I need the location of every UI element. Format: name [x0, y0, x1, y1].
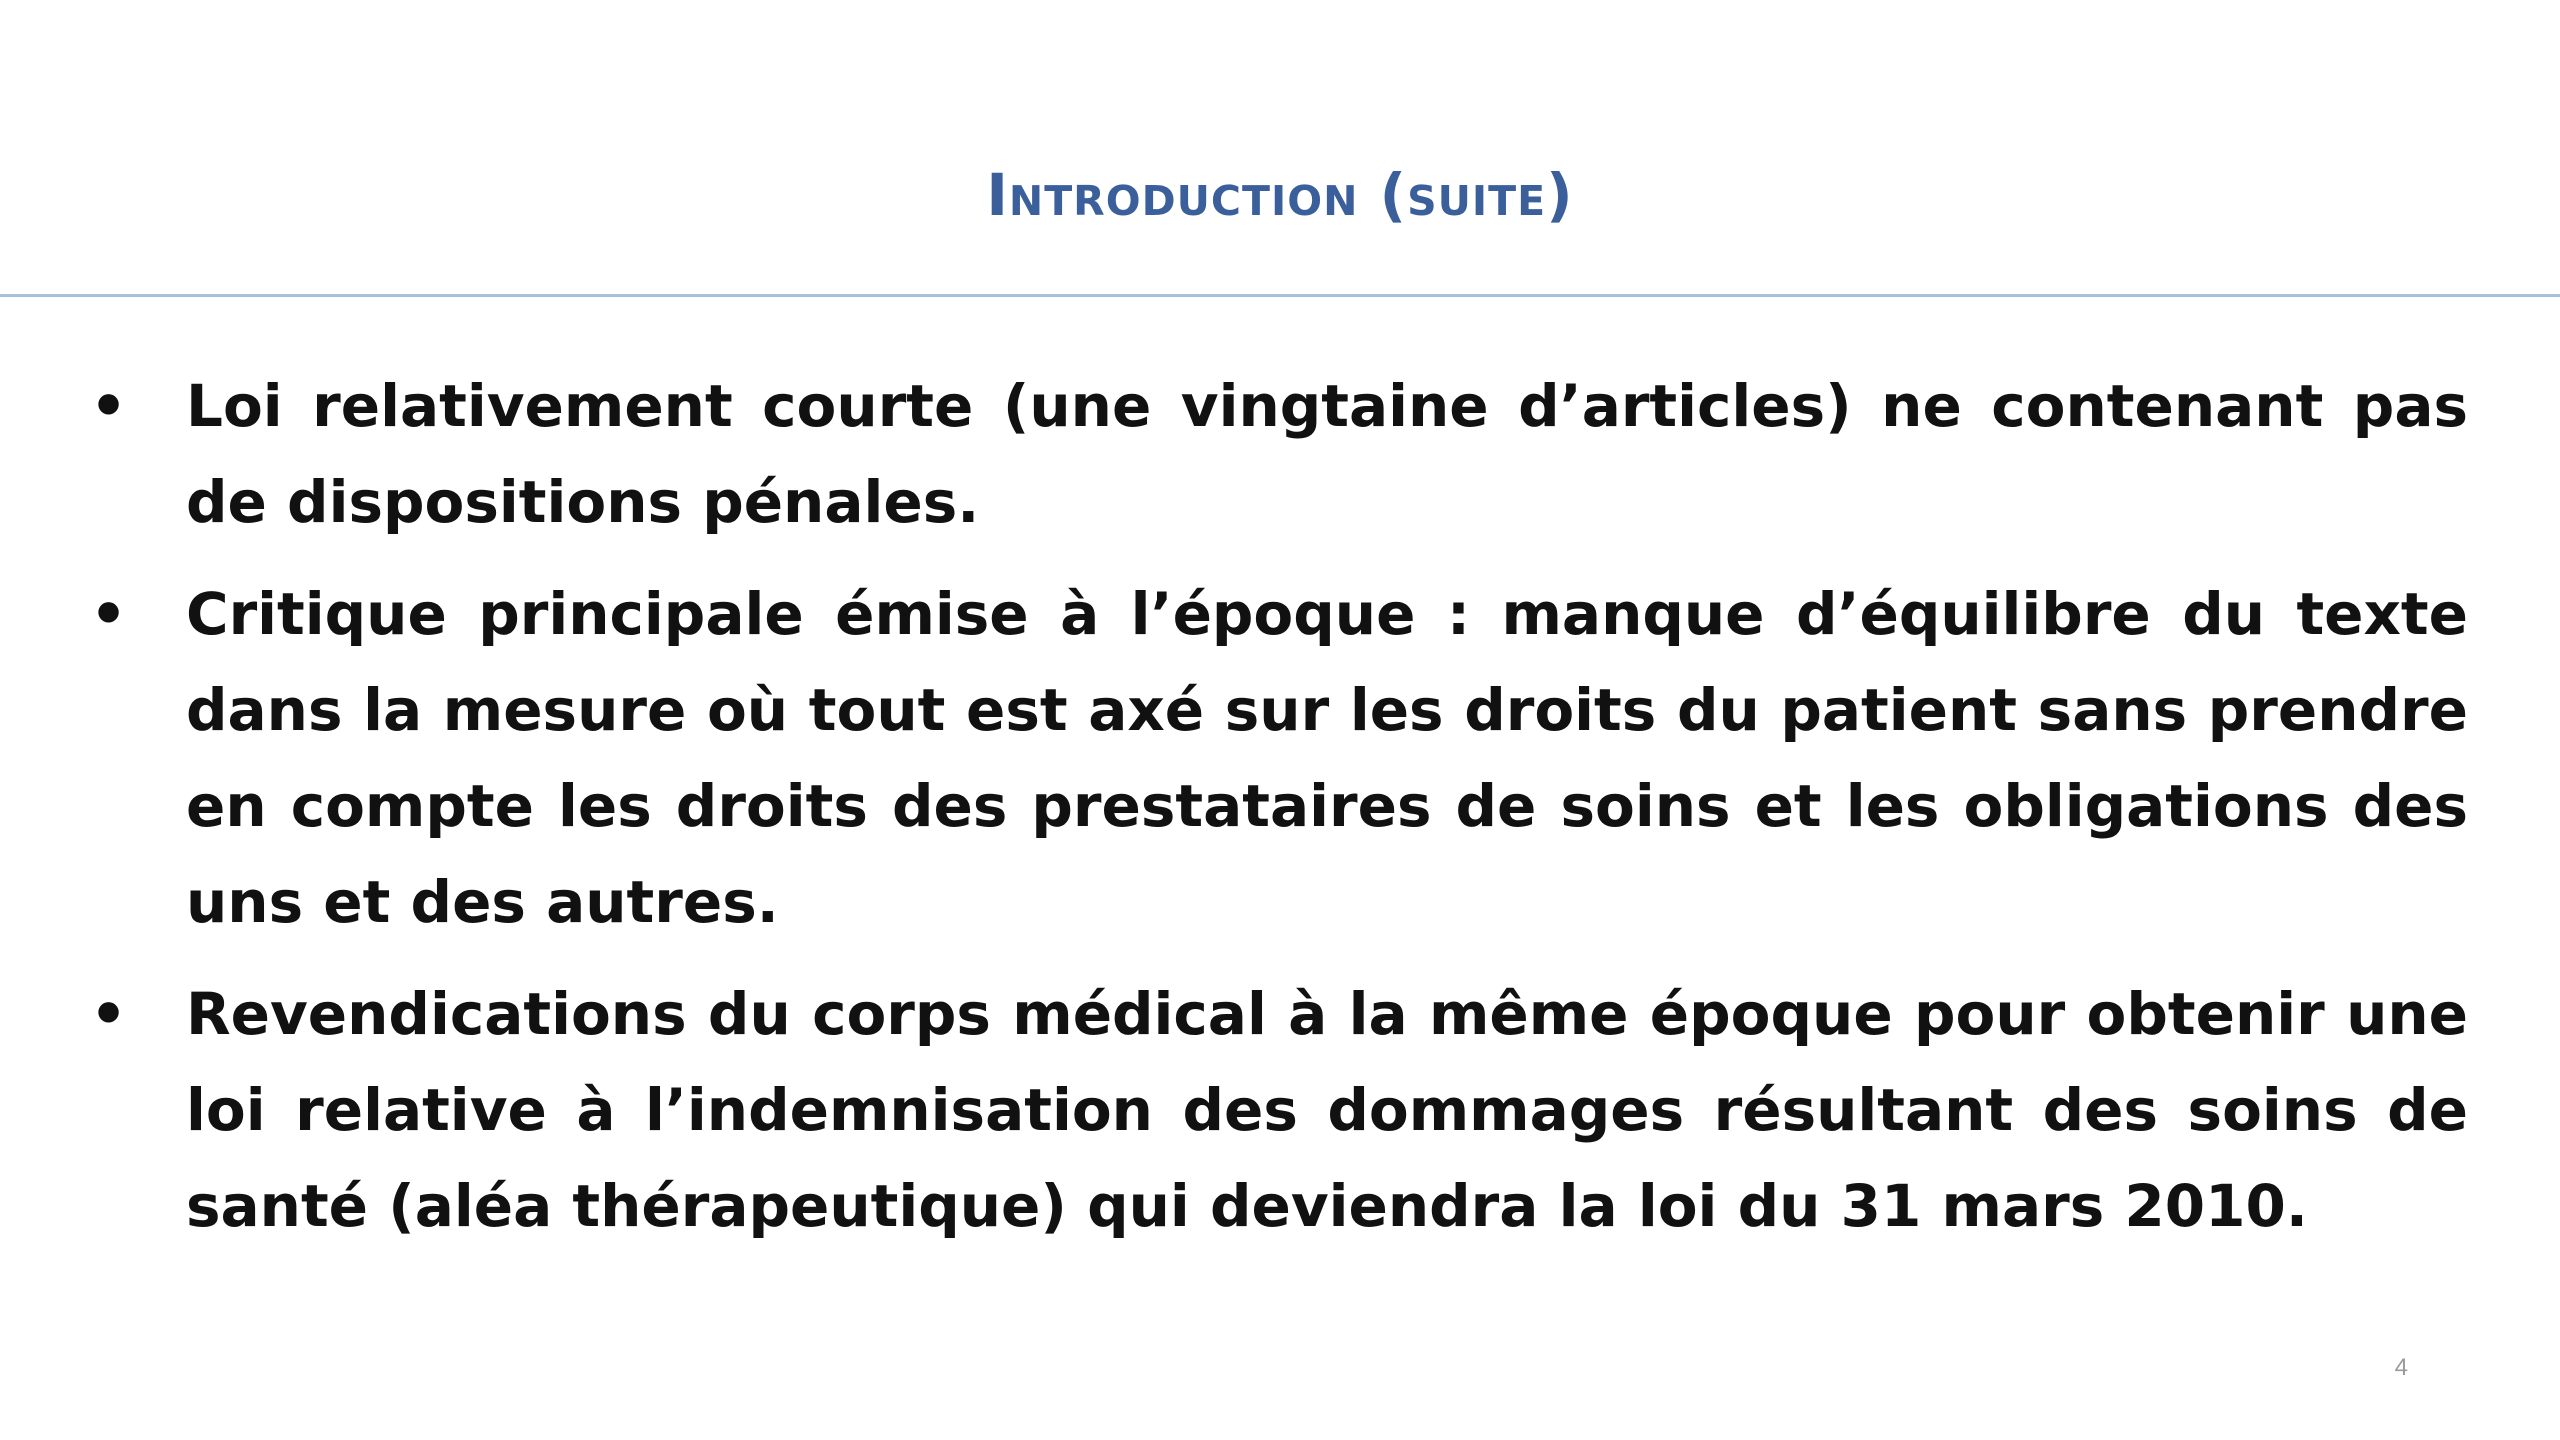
- bullet-item: [90, 966, 2468, 1254]
- bullet-icon: •: [90, 372, 128, 440]
- bullet-text: Revendications du corps médical à la même époque pour obtenir une loi relative à l’indemnisation des dommages résultant des soins de santé (aléa thérapeutique) qui deviendra la loi du 31 mars 2010.: [186, 980, 2468, 1240]
- page-number: 4: [2394, 1354, 2408, 1381]
- bullet-icon: •: [90, 580, 128, 648]
- bullet-icon: •: [90, 980, 128, 1048]
- slide-title: Introduction (suite): [986, 161, 1574, 229]
- bullet-text: Loi relativement courte (une vingtaine d’articles) ne contenant pas de dispositions pénales.: [186, 372, 2468, 536]
- bullet-text: Critique principale émise à l’époque : manque d’équilibre du texte dans la mesure où tout est axé sur les droits du patient sans prendre en compte les droits des prestataires de soins et les obligations des uns et des autres.: [186, 580, 2468, 936]
- bullet-item: [90, 358, 2468, 550]
- bullet-list: [90, 358, 2468, 1270]
- bullet-item: [90, 566, 2468, 950]
- title-divider: [0, 294, 2560, 297]
